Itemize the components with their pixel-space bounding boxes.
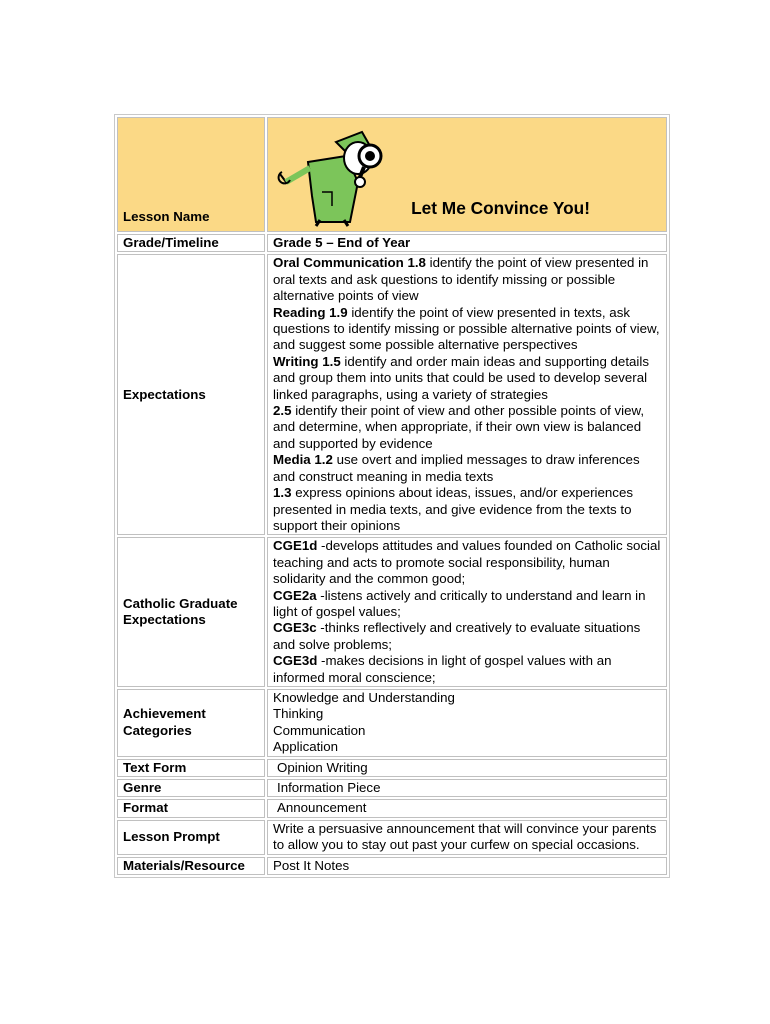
- format-label: Format: [117, 799, 265, 817]
- text-form-row: [117, 759, 667, 777]
- lesson-title: Let Me Convince You!: [411, 198, 590, 218]
- grade-row: [117, 234, 667, 252]
- format-row: [117, 799, 667, 817]
- expectations-list: [267, 254, 667, 535]
- detective-magnifier-icon: [272, 122, 394, 228]
- genre-label: Genre: [117, 779, 265, 797]
- expectation-item: Writing 1.5 identify and order main ideas and supporting details and group them into units that could be used to develop several linked paragraphs, using a variety of strategies: [273, 353, 649, 402]
- catholic-label: Catholic Graduate Expectations: [117, 537, 265, 687]
- lesson-header-cell: [267, 117, 667, 232]
- achievement-item: Knowledge and Understanding: [273, 689, 455, 705]
- achievement-label: Achievement Categories: [117, 689, 265, 757]
- cge-item: CGE3c -thinks reflectively and creatively to evaluate situations and solve problems;: [273, 620, 641, 652]
- text-form-value: Opinion Writing: [267, 759, 667, 777]
- materials-row: [117, 857, 667, 875]
- catholic-list: [267, 537, 667, 687]
- cge-item: CGE2a -listens actively and critically to understand and learn in light of gospel values;: [273, 587, 646, 619]
- expectation-item: Oral Communication 1.8 identify the point of view presented in oral texts and ask questions to identify missing or possible alternative points of view: [273, 255, 649, 304]
- expectation-item: 1.3 express opinions about ideas, issues, and/or experiences presented in media texts, and give evidence from the texts to support their opinions: [273, 485, 633, 533]
- achievement-item: Thinking: [273, 706, 324, 722]
- achievement-item: Application: [273, 739, 339, 755]
- genre-value: Information Piece: [267, 779, 667, 797]
- lesson-name-label: Lesson Name: [117, 117, 265, 232]
- lesson-plan-table: [114, 114, 670, 878]
- expectation-item: Media 1.2 use overt and implied messages to draw inferences and construct meaning in media texts: [273, 452, 640, 484]
- grade-label: Grade/Timeline: [117, 234, 265, 252]
- materials-value: Post It Notes: [267, 857, 667, 875]
- grade-value: Grade 5 – End of Year: [267, 234, 667, 252]
- cge-item: CGE3d -makes decisions in light of gospel values with an informed moral conscience;: [273, 653, 612, 685]
- expectation-item: Reading 1.9 identify the point of view presented in texts, ask questions to identify missing or possible alternative points of view, and suggest some possible alternative perspectives: [273, 304, 660, 353]
- lesson-prompt-label: Lesson Prompt: [117, 820, 265, 855]
- materials-label: Materials/Resource: [117, 857, 265, 875]
- prompt-row: [117, 820, 667, 855]
- expectations-label: Expectations: [117, 254, 265, 535]
- catholic-row: [117, 537, 667, 687]
- lesson-prompt-value: Write a persuasive announcement that will convince your parents to allow you to stay out past your curfew on special occasions.: [267, 820, 667, 855]
- header-row: [117, 117, 667, 232]
- achievement-item: Communication: [273, 722, 366, 738]
- text-form-label: Text Form: [117, 759, 265, 777]
- expectations-row: [117, 254, 667, 535]
- cge-item: CGE1d -develops attitudes and values founded on Catholic social teaching and acts to promote social responsibility, human solidarity and the common good;: [273, 538, 661, 587]
- format-value: Announcement: [267, 799, 667, 817]
- achievement-row: [117, 689, 667, 757]
- expectation-item: 2.5 identify their point of view and other possible points of view, and determine, when appropriate, if their own view is balanced and supported by evidence: [273, 403, 645, 451]
- achievement-list: [267, 689, 667, 757]
- genre-row: [117, 779, 667, 797]
